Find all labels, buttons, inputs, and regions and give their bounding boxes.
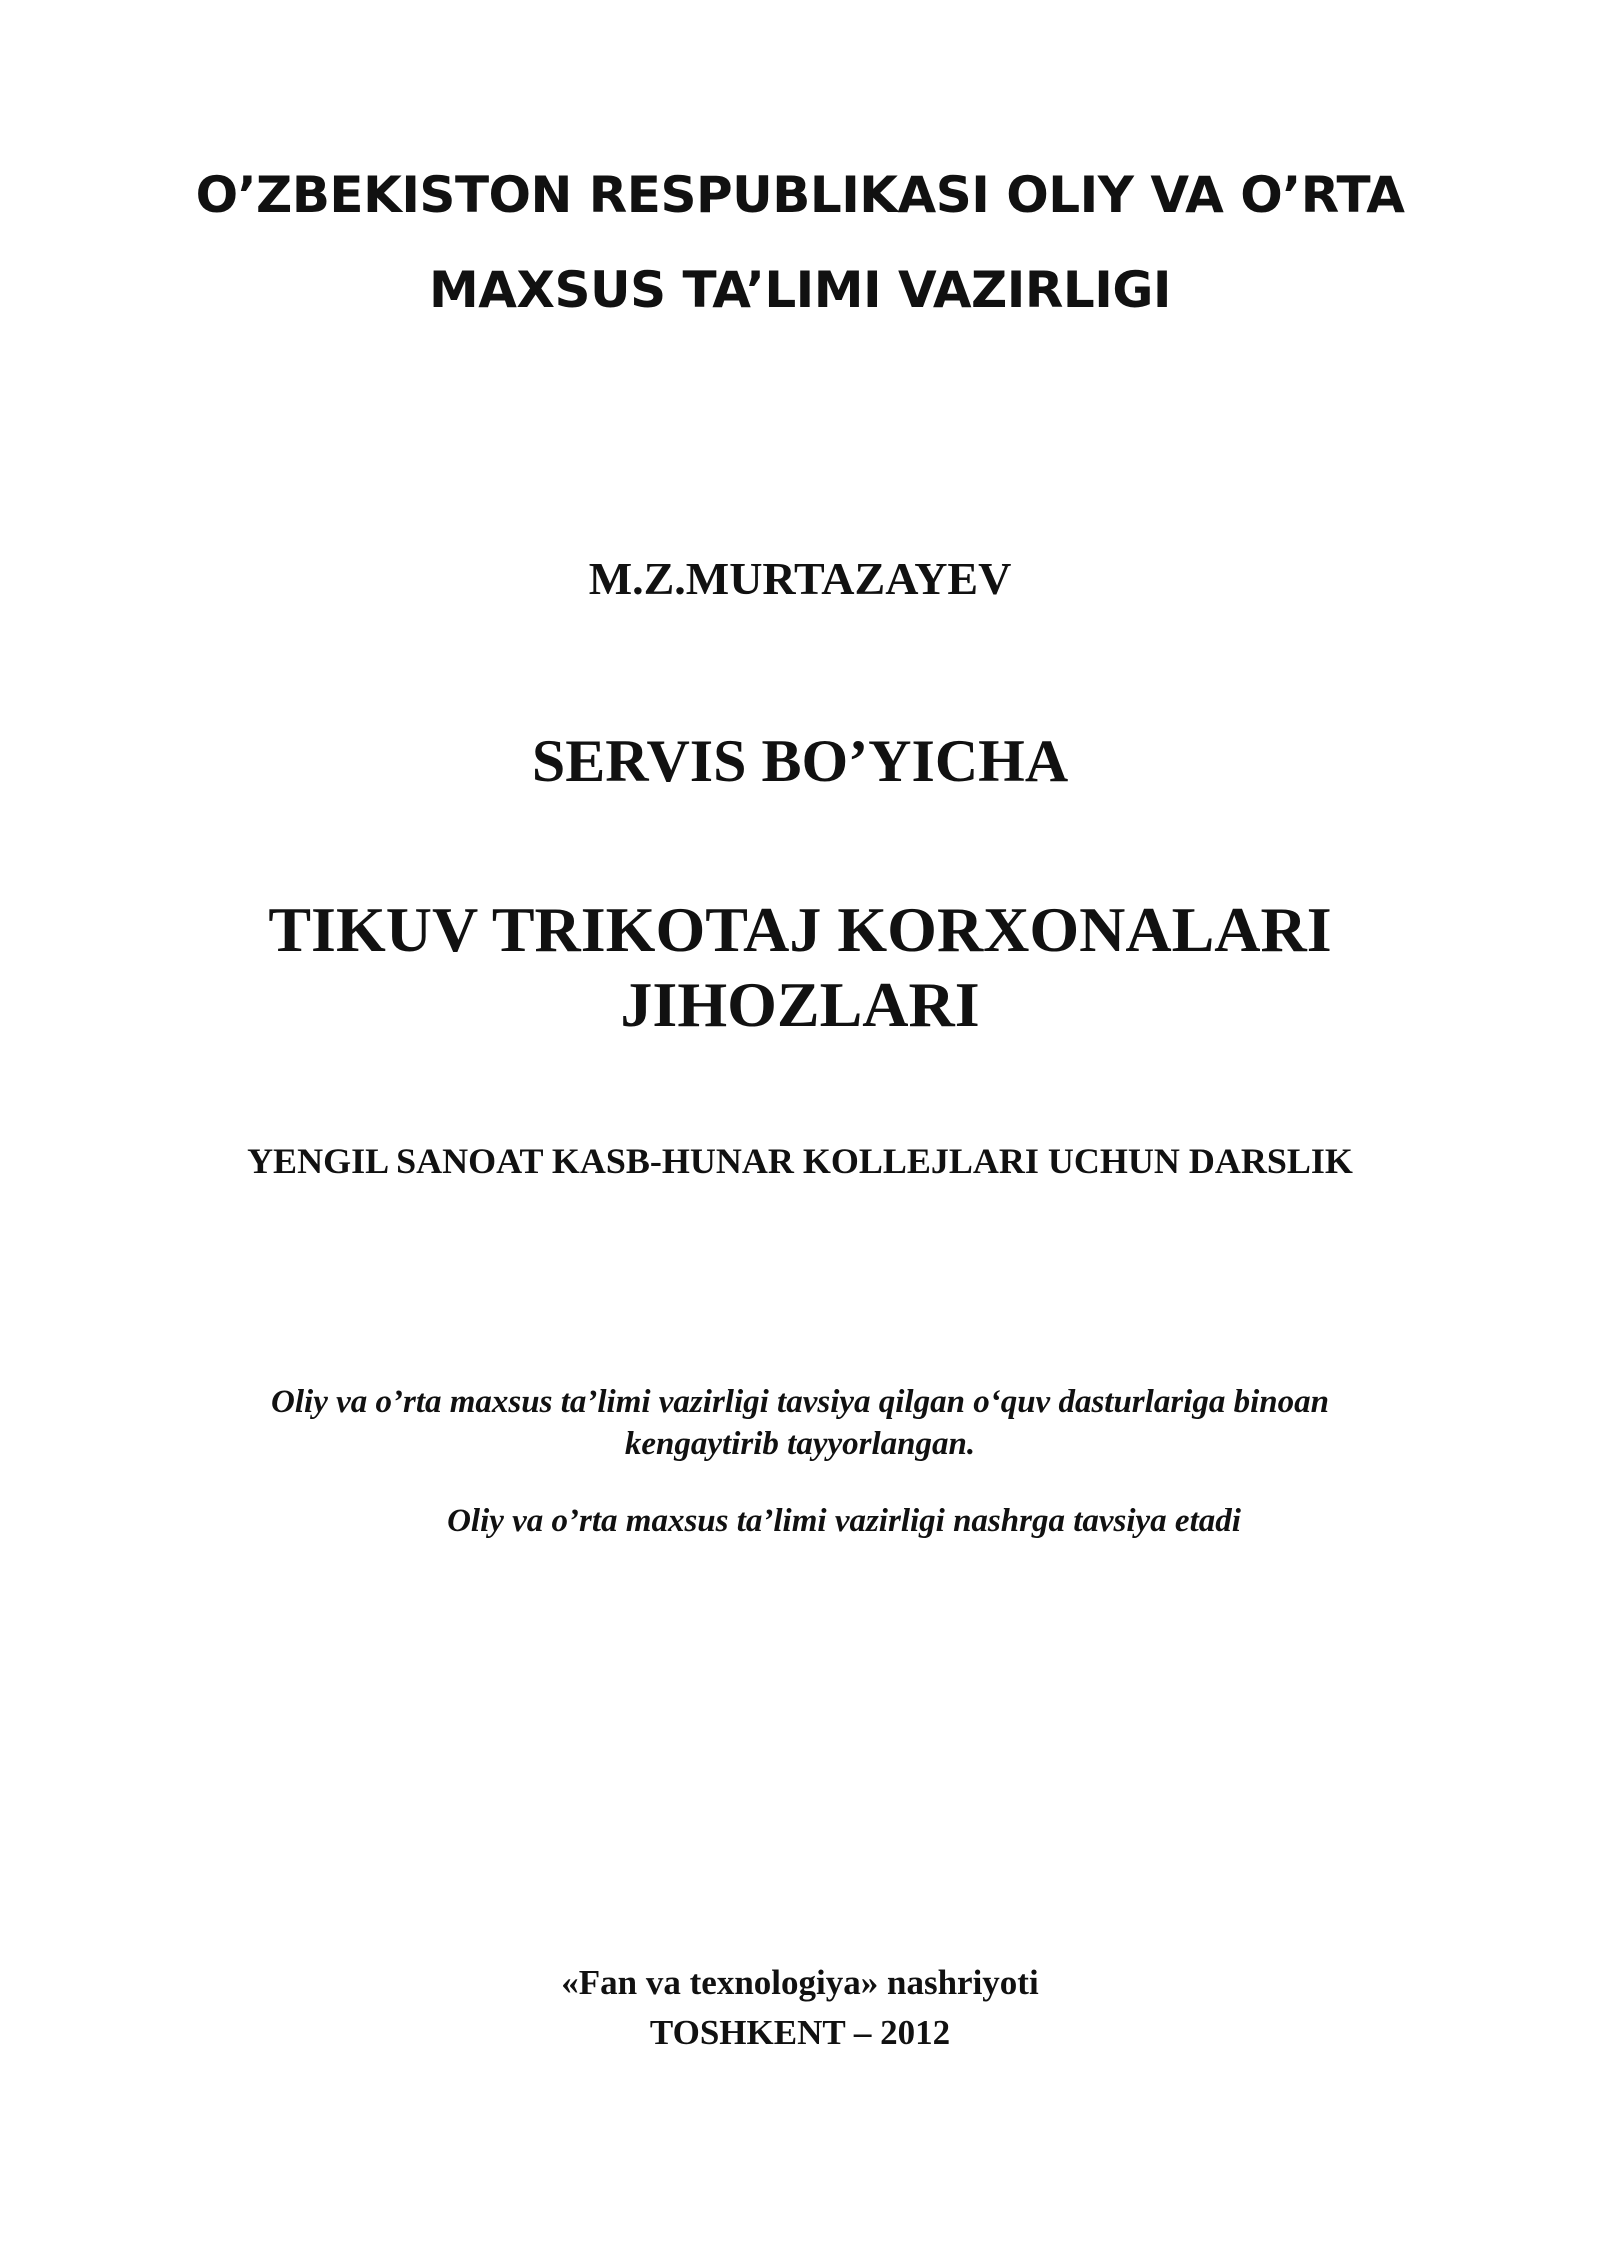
- ministry-name-line-1: O’ZBEKISTON RESPUBLIKASI OLIY VA O’RTA: [195, 166, 1405, 224]
- book-title-line-1: TIKUV TRIKOTAJ KORXONALARI: [268, 894, 1332, 965]
- author-name: M.Z.MURTAZAYEV: [588, 553, 1012, 604]
- subject-heading: SERVIS BO’YICHA: [531, 728, 1069, 794]
- ministry-name-line-2: MAXSUS TA’LIMI VAZIRLIGI: [428, 261, 1172, 319]
- publisher-name: «Fan va texnologiya» nashriyoti: [561, 1963, 1039, 2002]
- recommendation-note-line-1: Oliy va o’rta maxsus ta’limi vazirligi tavsiya qilgan o‘quv dasturlariga binoan: [271, 1384, 1329, 1420]
- city-year: TOSHKENT – 2012: [649, 2013, 951, 2052]
- book-subtitle: YENGIL SANOAT KASB-HUNAR KOLLEJLARI UCHUN DARSLIK: [247, 1141, 1353, 1181]
- recommendation-note-line-2: kengaytirib tayyorlangan.: [624, 1426, 976, 1462]
- book-title-line-2: JIHOZLARI: [620, 969, 980, 1040]
- publication-recommendation-note: Oliy va o’rta maxsus ta’limi vazirligi nashrga tavsiya etadi: [447, 1503, 1241, 1539]
